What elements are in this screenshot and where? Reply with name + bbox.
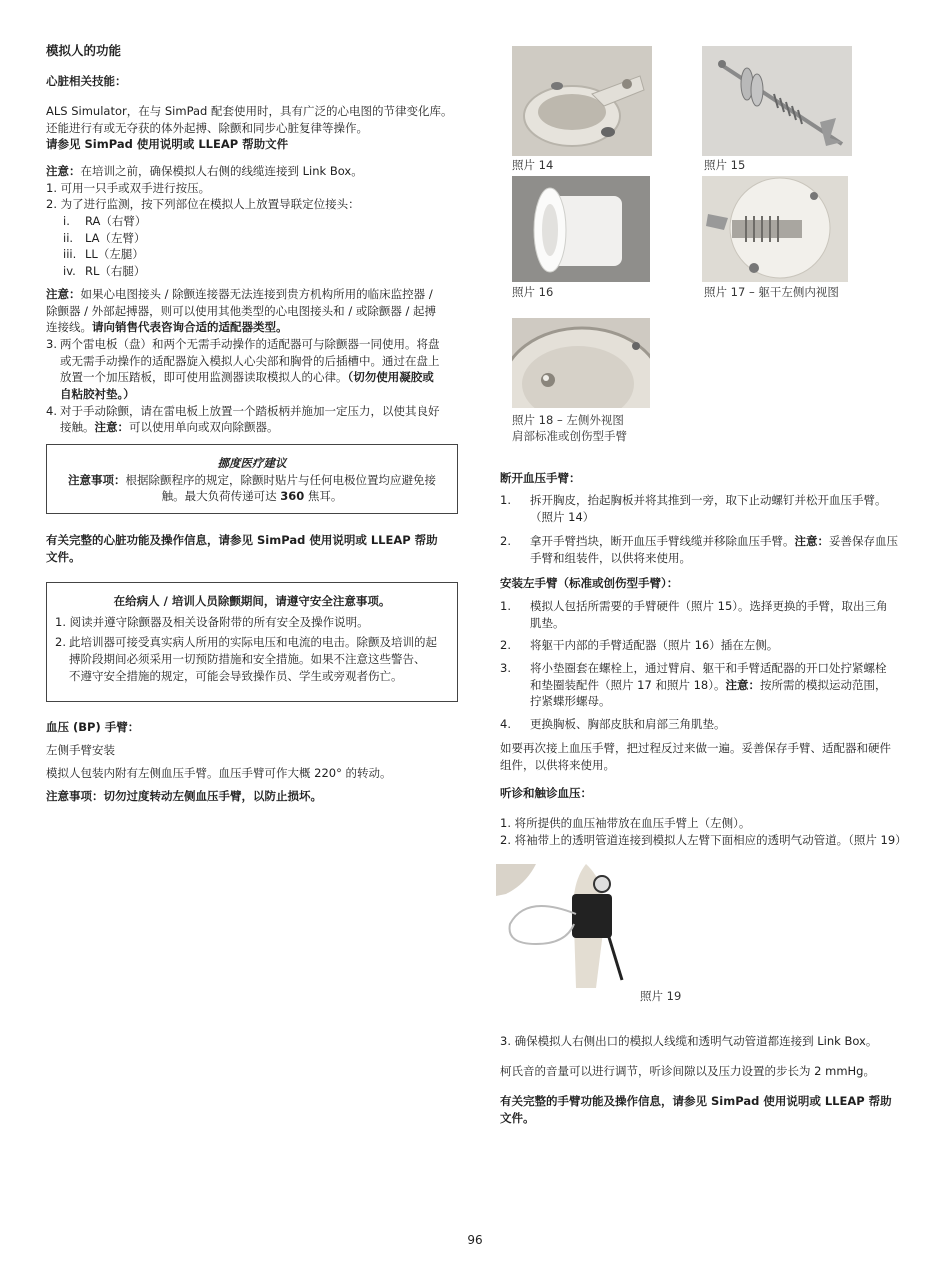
note-emphasis: 请向销售代表咨询合适的适配器类型。 bbox=[92, 320, 288, 335]
cardiac-more-info bbox=[46, 532, 458, 565]
list-line: 拧紧蝶形螺母。 bbox=[530, 694, 611, 709]
list-item: 1. 将所提供的血压袖带放在血压手臂上（左侧）。 bbox=[500, 816, 751, 830]
list-text bbox=[530, 533, 910, 566]
list-line: 肌垫。 bbox=[530, 615, 565, 630]
photo-17-caption: 照片 17 – 躯干左侧内视图 bbox=[704, 285, 839, 299]
box-line: 此培训器可接受真实病人所用的实际电压和电流的电击。除颤及培训的起 bbox=[69, 635, 437, 650]
sub-item bbox=[63, 246, 458, 263]
paragraph-line: 组件，以供将来使用。 bbox=[500, 757, 615, 772]
box-item-text bbox=[69, 634, 449, 684]
note-label: 注意： bbox=[46, 164, 81, 178]
list-number: 3. bbox=[500, 661, 511, 676]
safety-box bbox=[46, 582, 458, 702]
list-number: 4. bbox=[46, 403, 57, 418]
arm-more-info bbox=[500, 1093, 910, 1126]
note-text: 连接线。 bbox=[46, 320, 92, 335]
note-label: 注意： bbox=[725, 677, 760, 692]
box-line bbox=[47, 488, 457, 505]
photo-16-image bbox=[512, 176, 650, 282]
list-line: 或无需手动操作的适配器旋入模拟人心尖部和胸骨的后插槽中。通过在盘上 bbox=[60, 353, 440, 368]
auscultation-list bbox=[500, 815, 910, 848]
auscultation-item-3: 3. 确保模拟人右侧出口的模拟人线缆和透明气动管道都连接到 Link Box。 bbox=[500, 1034, 878, 1048]
photo-19-image bbox=[496, 864, 626, 988]
monitoring-list bbox=[46, 163, 458, 280]
list-line: 更换胸板、胸部皮肤和肩部三角肌垫。 bbox=[530, 717, 726, 732]
page-number: 96 bbox=[467, 1233, 483, 1247]
cardiac-skills-title: 心脏相关技能： bbox=[46, 74, 127, 88]
box-item: 1. 阅读并遵守除颤器及相关设备附带的所有安全及操作说明。 bbox=[55, 614, 369, 629]
list-text bbox=[60, 336, 458, 403]
list-text bbox=[530, 716, 910, 733]
list-line: 对于手动除颤，请在雷电板上放置一个踏板柄并施加一定压力，以使其良好 bbox=[60, 403, 440, 418]
list-line: 将躯干内部的手臂适配器（照片 16）插在左侧。 bbox=[530, 638, 779, 653]
box-text: 根据除颤程序的规定，除颤时贴片与任何电极位置均应避免接 bbox=[125, 472, 436, 487]
note-text: 如果心电图接头 / 除颤连接器无法连接到贵方机构所用的临床监控器 / bbox=[80, 287, 433, 301]
photo-14-image bbox=[512, 46, 652, 156]
sub-item-text: RL（右腿） bbox=[85, 264, 146, 279]
list-text-span: 可以使用单向或双向除颤器。 bbox=[129, 420, 279, 435]
note-line: 除颤器 / 外部起搏器，则可以使用其他类型的心电图接头和 / 或除颤器 / 起搏 bbox=[46, 303, 437, 318]
list-text-span: 和垫圈装配件（照片 17 和照片 18）。 bbox=[530, 677, 726, 692]
list-emphasis: （切勿使用凝胶或 bbox=[347, 370, 434, 385]
note-label: 注意： bbox=[94, 420, 129, 435]
box-line: 不遵守安全措施的规定，可能会导致操作员、学生或旁观者伤亡。 bbox=[69, 668, 403, 683]
list-text bbox=[530, 660, 910, 710]
info-line: 有关完整的手臂功能及操作信息，请参见 SimPad 使用说明或 LLEAP 帮助 bbox=[500, 1094, 892, 1108]
list-number: 4. bbox=[500, 717, 511, 732]
sub-item-number: iii. bbox=[63, 247, 77, 262]
box-text: 焦耳。 bbox=[304, 489, 343, 504]
install-title: 安装左手臂（标准或创伤型手臂）： bbox=[500, 576, 679, 590]
sub-item-text: LA（左臂） bbox=[85, 230, 146, 245]
list-text bbox=[60, 403, 458, 436]
list-item bbox=[500, 716, 910, 733]
list-item bbox=[500, 598, 910, 631]
bp-arm-title: 血压 (BP) 手臂： bbox=[46, 720, 140, 734]
photo-18-caption bbox=[512, 412, 627, 444]
box-line: 搏阶段期间必须采用一切预防措施和安全措施。如果不注意这些警告、 bbox=[69, 652, 426, 667]
list-line: 将小垫圈套在螺栓上，通过臂肩、躯干和手臂适配器的开口处拧紧螺栓 bbox=[530, 661, 887, 676]
paragraph-line: 如要再次接上血压手臂，把过程反过来做一遍。妥善保存手臂、适配器和硬件 bbox=[500, 741, 891, 755]
sub-item-text: LL（左腿） bbox=[85, 247, 144, 262]
list-line bbox=[530, 677, 910, 694]
list-number: 2. bbox=[500, 638, 511, 653]
caption-line: 肩部标准或创伤型手臂 bbox=[512, 429, 627, 444]
sub-item bbox=[63, 230, 458, 247]
section-title: 模拟人的功能 bbox=[46, 43, 122, 58]
sub-item-number: ii. bbox=[63, 230, 74, 245]
lead-sublist bbox=[46, 213, 458, 280]
box-text: 触。最大负荷传递可达 bbox=[161, 489, 281, 504]
sub-item bbox=[63, 263, 458, 280]
list-text bbox=[530, 598, 910, 631]
box-emphasis: 360 bbox=[280, 489, 305, 504]
box-label: 注意事项： bbox=[68, 472, 126, 487]
note-label: 注意： bbox=[794, 534, 829, 549]
auscultation-title: 听诊和触诊血压： bbox=[500, 786, 592, 800]
photo-15-image bbox=[702, 46, 852, 156]
list-line: 模拟人包括所需要的手臂硬件（照片 15）。选择更换的手臂，取出三角 bbox=[530, 599, 888, 613]
box-title: 挪度医疗建议 bbox=[217, 456, 287, 470]
list-text-span: 放置一个加压踏板，即可使用监测器读取模拟人的心律。 bbox=[60, 370, 348, 385]
intro-line: ALS Simulator，在与 SimPad 配套使用时，具有广泛的心电图的节律变化库。 bbox=[46, 104, 453, 118]
detach-title: 断开血压手臂： bbox=[500, 471, 581, 485]
install-list bbox=[500, 598, 910, 733]
list-text-span: 接触。 bbox=[60, 420, 95, 435]
list-item bbox=[500, 533, 910, 566]
detach-list bbox=[500, 492, 910, 567]
reattach-text bbox=[500, 740, 910, 773]
intro-line: 还能进行有或无夺获的体外起搏、除颤和同步心脏复律等操作。 bbox=[46, 120, 368, 135]
box-item bbox=[55, 634, 449, 684]
note-line bbox=[46, 286, 458, 303]
list-number: 3. bbox=[46, 337, 57, 352]
bp-arm-caution: 注意事项：切勿过度转动左侧血压手臂，以防止损坏。 bbox=[46, 789, 322, 803]
note-label: 注意： bbox=[46, 287, 81, 301]
info-line: 有关完整的心脏功能及操作信息，请参见 SimPad 使用说明或 LLEAP 帮助 bbox=[46, 533, 438, 547]
photo-15-caption: 照片 15 bbox=[704, 158, 746, 172]
list-text-span: 妥善保存血压 bbox=[829, 534, 898, 549]
list-item: 1. 可用一只手或双手进行按压。 bbox=[46, 180, 211, 195]
note-line bbox=[46, 163, 458, 180]
list-line bbox=[60, 369, 458, 386]
list-number: 1. bbox=[500, 599, 511, 613]
list-line: 手臂和组装件，以供将来使用。 bbox=[530, 551, 691, 566]
sub-item bbox=[63, 213, 458, 230]
list-item: 2. 将袖带上的透明管道连接到模拟人左臂下面相应的透明气动管道。（照片 19） bbox=[500, 832, 907, 847]
list-emphasis: 自粘胶衬垫。） bbox=[60, 387, 135, 402]
list-text-span: 拿开手臂挡块，断开血压手臂线缆并移除血压手臂。 bbox=[530, 534, 795, 549]
list-line bbox=[60, 419, 458, 436]
list-item bbox=[500, 492, 910, 525]
list-text-span: 按所需的模拟运动范围， bbox=[759, 677, 887, 692]
list-item: 2. 为了进行监测，按下列部位在模拟人上放置导联定位接头： bbox=[46, 197, 360, 212]
sub-item-text: RA（右臂） bbox=[85, 214, 147, 229]
box-title: 在给病人 / 培训人员除颤期间，请遵守安全注意事项。 bbox=[113, 594, 391, 608]
list-line: 拆开胸皮，抬起胸板并将其推到一旁，取下止动螺钉并松开血压手臂。 bbox=[530, 493, 887, 507]
adapter-notes bbox=[46, 286, 458, 436]
list-item bbox=[500, 660, 910, 710]
recommendation-box bbox=[46, 444, 458, 514]
intro-reference: 请参见 SimPad 使用说明或 LLEAP 帮助文件 bbox=[46, 137, 289, 152]
note-text: 在培训之前，确保模拟人右侧的线缆连接到 Link Box。 bbox=[80, 164, 363, 178]
info-line: 文件。 bbox=[46, 549, 81, 564]
list-text bbox=[530, 637, 910, 654]
list-line bbox=[530, 533, 910, 550]
note-line bbox=[46, 319, 458, 336]
photo-14-caption: 照片 14 bbox=[512, 158, 554, 172]
photo-16-caption: 照片 16 bbox=[512, 285, 554, 299]
box-item-number: 2. bbox=[55, 635, 66, 650]
bp-arm-subtitle: 左侧手臂安装 bbox=[46, 743, 115, 757]
sub-item-number: i. bbox=[63, 214, 70, 229]
list-item bbox=[500, 637, 910, 654]
caption-line: 照片 18 – 左侧外视图 bbox=[512, 413, 624, 427]
sub-item-number: iv. bbox=[63, 264, 76, 279]
info-line: 文件。 bbox=[500, 1110, 535, 1125]
list-line: 两个雷电板（盘）和两个无需手动操作的适配器可与除颤器一同使用。将盘 bbox=[60, 337, 440, 352]
bp-arm-text: 模拟人包装内附有左侧血压手臂。血压手臂可作大概 220° 的转动。 bbox=[46, 766, 392, 780]
photo-18-image bbox=[512, 318, 650, 408]
list-number: 1. bbox=[500, 493, 511, 507]
korotkoff-text: 柯氏音的音量可以进行调节，听诊间隙以及压力设置的步长为 2 mmHg。 bbox=[500, 1064, 875, 1078]
list-item-3 bbox=[46, 336, 458, 403]
box-line bbox=[47, 472, 457, 489]
photo-19-caption: 照片 19 bbox=[640, 989, 682, 1003]
photo-17-image bbox=[702, 176, 848, 282]
list-line: （照片 14） bbox=[530, 509, 595, 524]
cardiac-intro bbox=[46, 103, 458, 153]
list-item-4 bbox=[46, 403, 458, 436]
list-text bbox=[530, 492, 910, 525]
list-number: 2. bbox=[500, 534, 511, 549]
